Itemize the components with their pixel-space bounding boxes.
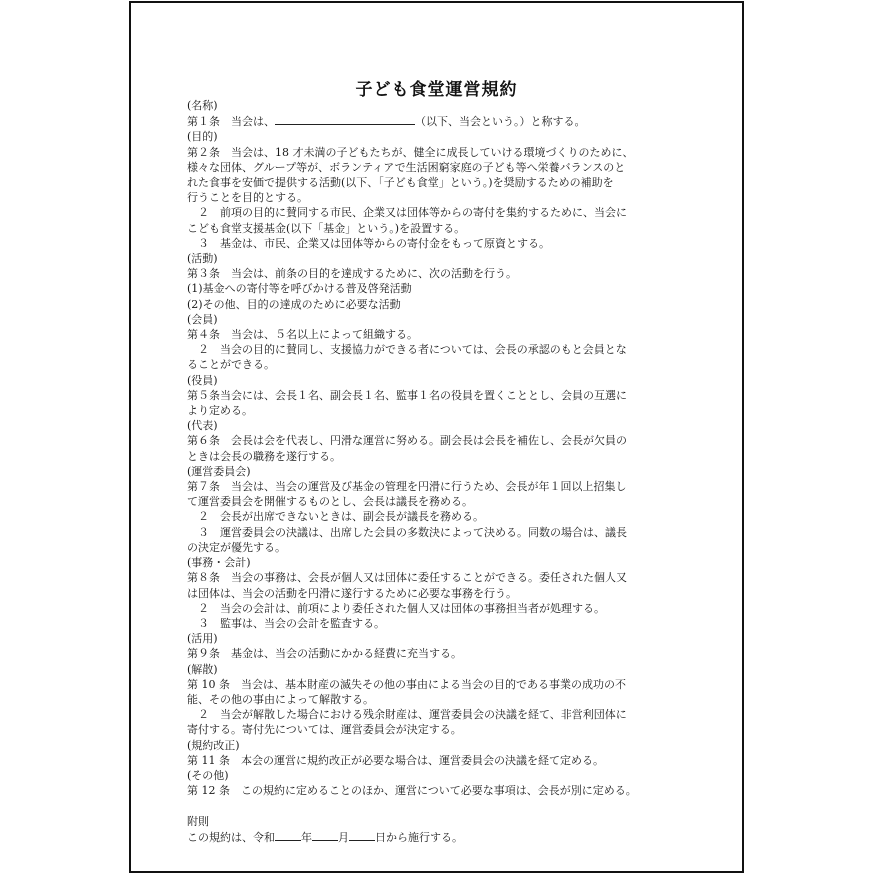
heading-purpose: (目的) [187,130,218,144]
heading-dissolution: (解散) [187,662,218,676]
article-7-line: ３ 運営委員会の決議は、出席した会員の多数決によって決める。同数の場合は、議長 [187,525,627,539]
heading-amendment: (規約改正) [187,738,240,752]
article-12-line: 第 12 条 この規約に定めることのほか、運営について必要な事項は、会長が別に定める。 [187,784,637,798]
article-7-line: 第７条 当会は、当会の運営及び基金の管理を円滑に行うため、会長が年１回以上招集し [187,480,627,494]
article-3-line: 第３条 当会は、前条の目的を達成するために、次の活動を行う。 [187,267,517,281]
article-5-line: 第５条当会には、会長１名、副会長１名、監事１名の役員を置くこととし、会員の互選に [187,388,627,402]
article-2-line: 第２条 当会は、18 才未満の子どもたちが、健全に成長していける環境づくりのために、 [187,145,634,159]
heading-supplementary: 附則 [187,814,209,828]
article-7-line: の決定が優先する。 [187,540,286,554]
heading-name: (名称) [187,99,218,112]
article-8-line: ２ 当会の会計は、前項により委任された個人又は団体の事務担当者が処理する。 [187,601,605,615]
article-7-line: て運営委員会を開催するものとし、会長は議長を務める。 [187,495,473,509]
article-2-line: れた食事を安価で提供する活動(以下、「子ども食堂」という。)を奨励するための補助を [187,176,614,190]
heading-other: (その他) [187,768,229,782]
effective-date-line: この規約は、令和 年 月 日から施行する。 [187,830,463,844]
heading-committee: (運営委員会) [187,464,251,478]
article-2-line: こども食堂支援基金(以下「基金」という。)を設置する。 [187,221,466,235]
article-11-line: 第 11 条 本会の運営に規約改正が必要な場合は、運営委員会の決議を経て定める。 [187,753,604,767]
article-1: 第１条 当会は、 （以下、当会という。）と称する。 [187,115,586,129]
spacer [187,798,687,813]
document-body [187,98,687,845]
article-3-line: (1)基金への寄付等を呼びかける普及啓発活動 [187,282,412,296]
article-2-line: ３ 基金は、市民、企業又は団体等からの寄付金をもって原資とする。 [187,236,550,250]
article-9-line: 第９条 基金は、当会の活動にかかる経費に充当する。 [187,647,462,661]
article-8-line: ３ 監事は、当会の会計を監査する。 [187,616,385,630]
article-6-line: 第６条 会長は会を代表し、円滑な運営に努める。副会長は会長を補佐し、会長が欠員の [187,434,627,448]
article-10-line: 寄付する。寄付先については、運営委員会が決定する。 [187,723,462,737]
heading-officers: (役員) [187,373,218,387]
article-4-line: 第４条 当会は、５名以上によって組織する。 [187,328,418,342]
heading-activities: (活動) [187,252,218,266]
article-7-line: ２ 会長が出席できないときは、副会長が議長を務める。 [187,510,484,524]
article-8-line: は団体は、当会の活動を円滑に遂行するために必要な事務を行う。 [187,586,517,600]
year-blank [275,829,301,841]
article-2-line: ２ 前項の目的に賛同する市民、企業又は団体等からの寄付を集約するために、当会に [187,206,627,220]
article-4-line: ２ 当会の目的に賛同し、支援協力ができる者については、会長の承認のもと会員とな [187,343,627,357]
article-3-line: (2)その他、目的の達成のために必要な活動 [187,297,401,311]
document-page [129,1,744,873]
article-6-line: ときは会長の職務を遂行する。 [187,449,341,463]
month-blank [312,829,338,841]
heading-representative: (代表) [187,419,218,433]
article-8-line: 第８条 当会の事務は、会長が個人又は団体に委任することができる。委任された個人又 [187,571,627,585]
article-2-line: 様々な団体、グループ等が、ボランティアで生活困窮家庭の子ども等へ栄養バランスのと [187,160,626,174]
blank-underline [275,113,415,125]
article-10-line: 第 10 条 当会は、基本財産の滅失その他の事由による当会の目的である事業の成功の不 [187,677,626,691]
document-title: 子ども食堂運営規約 [355,80,518,100]
article-10-line: ２ 当会が解散した場合における残余財産は、運営委員会の決議を経て、非営利団体に [187,708,627,722]
heading-use: (活用) [187,632,218,646]
article-10-line: 能、その他の事由によって解散する。 [187,692,374,706]
article-5-line: より定める。 [187,404,253,418]
heading-office-accounting: (事務・会計) [187,556,251,570]
heading-members: (会員) [187,312,218,326]
article-2-line: 行うことを目的とする。 [187,191,308,205]
day-blank [349,829,375,841]
article-4-line: ることができる。 [187,358,275,372]
